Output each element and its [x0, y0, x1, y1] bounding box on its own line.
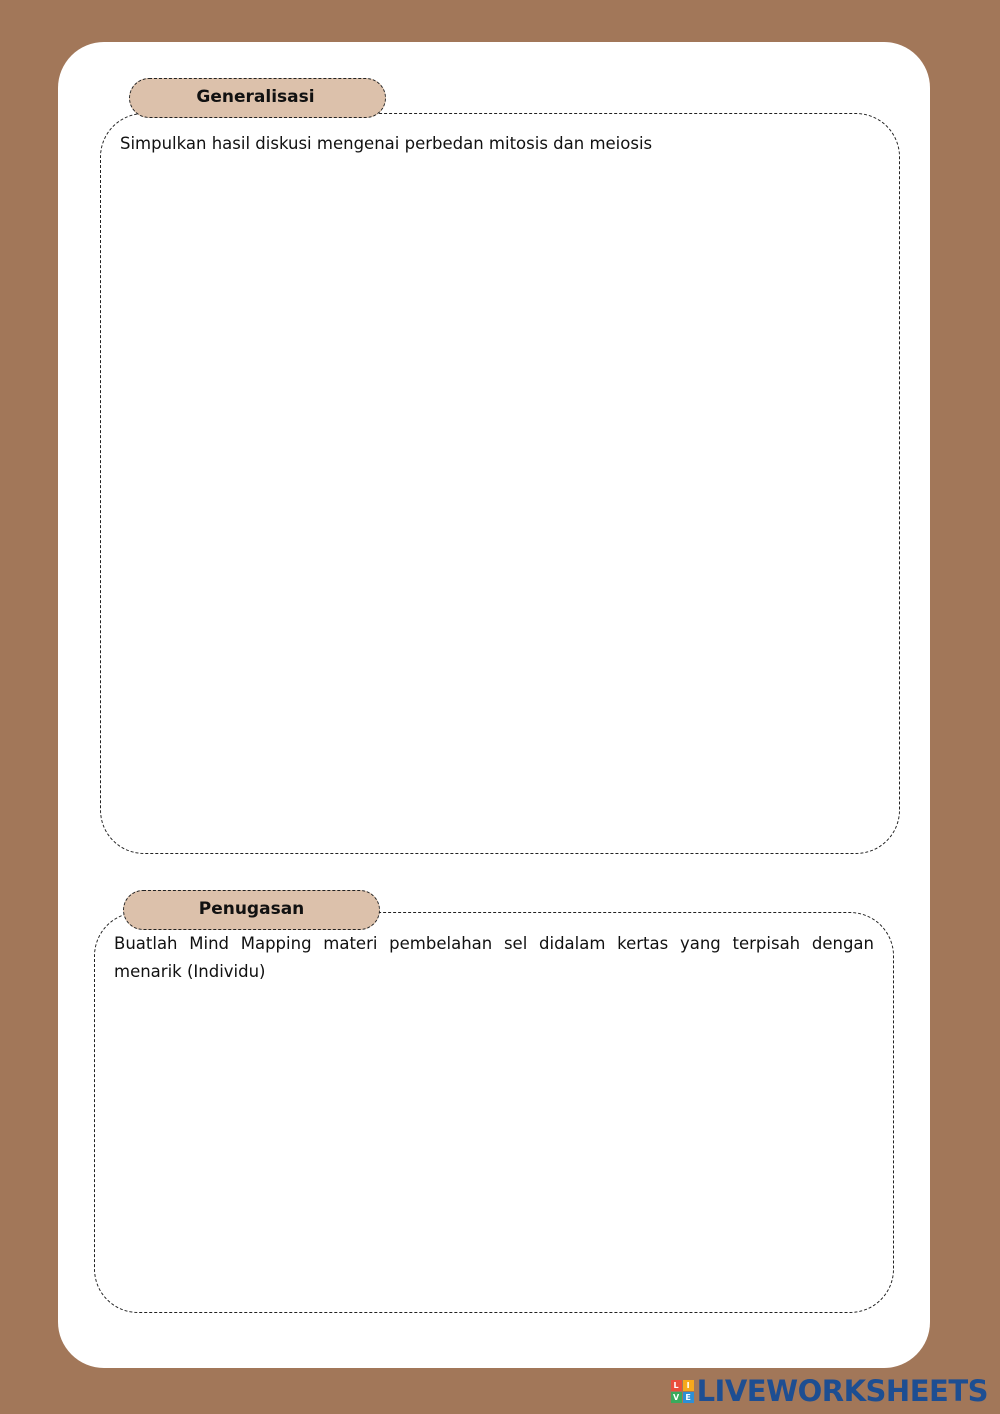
logo-letter-l: L — [671, 1380, 682, 1391]
liveworksheets-watermark — [671, 1374, 988, 1408]
penugasan-prompt: Buatlah Mind Mapping materi pembelahan sel didalam kertas yang terpisah dengan menarik (Individu) — [114, 934, 874, 981]
generalisasi-prompt: Simpulkan hasil diskusi mengenai perbedan mitosis dan meiosis — [120, 134, 653, 153]
liveworksheets-logo-icon — [671, 1380, 694, 1403]
generalisasi-answer-box[interactable] — [100, 113, 900, 854]
logo-letter-i: I — [683, 1380, 694, 1391]
generalisasi-tab-label: Generalisasi — [129, 78, 386, 118]
logo-letter-v: V — [671, 1392, 682, 1403]
logo-letter-e: E — [683, 1392, 694, 1403]
penugasan-tab-label: Penugasan — [123, 890, 380, 930]
watermark-text: LIVEWORKSHEETS — [696, 1374, 988, 1408]
